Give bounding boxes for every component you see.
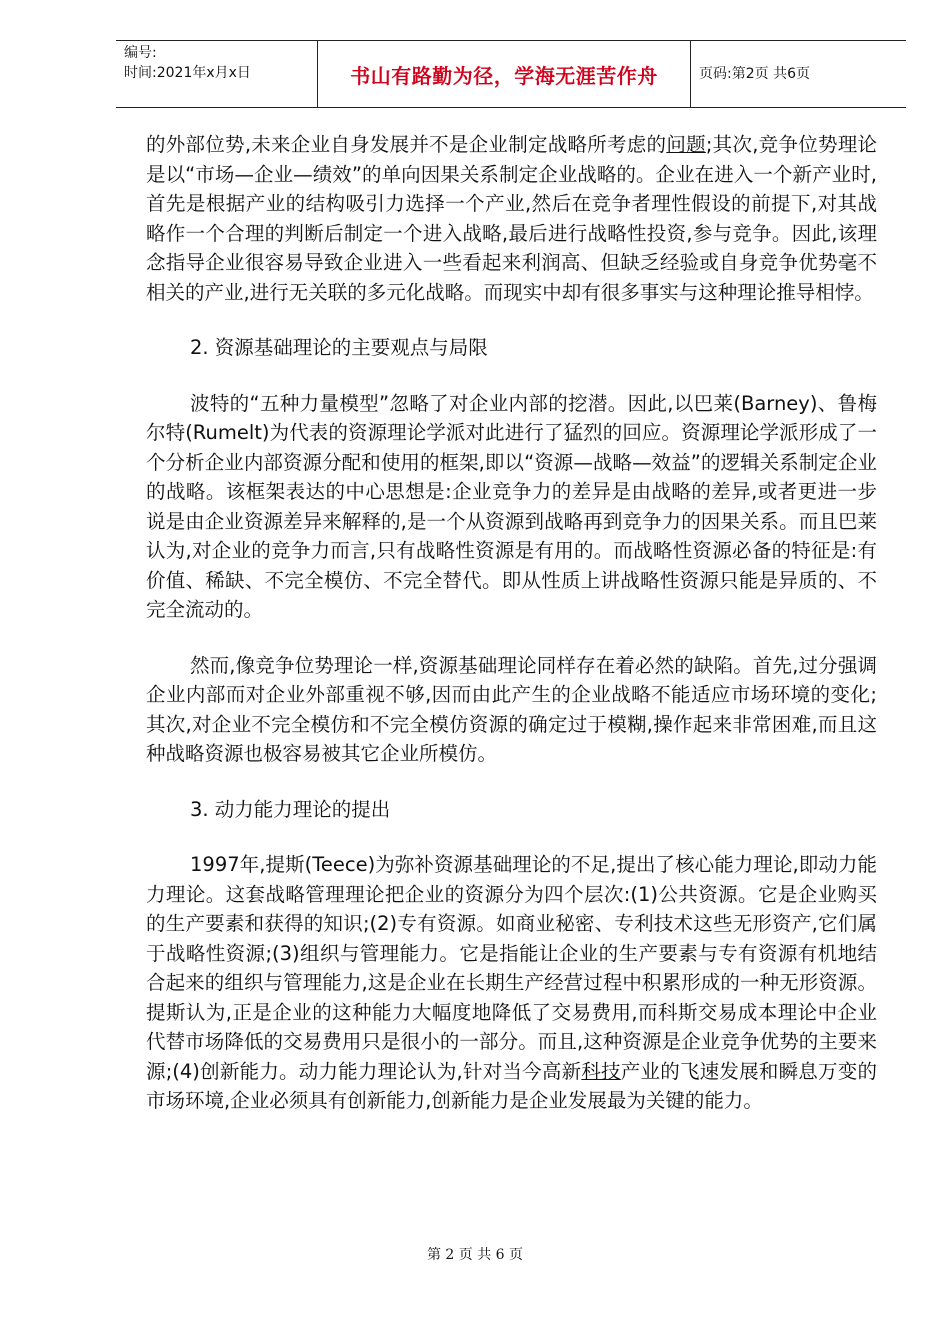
paragraph-4 <box>146 850 877 1116</box>
document-body <box>146 130 877 1116</box>
page-footer <box>0 1244 950 1264</box>
header-meta <box>116 41 317 107</box>
section-heading-2: 2. 资源基础理论的主要观点与局限 <box>190 336 488 359</box>
paragraph-3: 然而,像竞争位势理论一样,资源基础理论同样存在着必然的缺陷。首先,过分强调企业内部而对企业外部重视不够,因而由此产生的企业战略不能适应市场环境的变化;其次,对企业不完全模仿和不完全模仿资源的确定过于模糊,操作起来非常困难,而且这种战略资源也极容易被其它企业所模仿。 <box>146 653 877 765</box>
footer-page-number: 第 2 页 共 6 页 <box>426 1247 524 1263</box>
section-heading-3: 3. 动力能力理论的提出 <box>190 797 391 821</box>
header-page-number: 页码:第2页 共6页 <box>699 66 810 82</box>
paragraph-1-text-a: 的外部位势,未来企业自身发展并不是企业制定战略所考虑的 <box>146 133 667 156</box>
header-page-cell <box>691 41 906 107</box>
header-motto: 书山有路勤为径，学海无涯苦作舟 <box>350 63 658 88</box>
page-header <box>116 40 906 108</box>
document-time: 时间:2021年x月x日 <box>124 65 251 81</box>
paragraph-4-text-b: 产业的飞速发展和瞬息万变的市场环境,企业必须具有创新能力,创新能力是企业发展最为关键的能力。 <box>146 1059 877 1112</box>
link-wenti[interactable]: 问题 <box>666 133 706 156</box>
paragraph-1 <box>146 130 877 307</box>
header-motto-cell <box>317 41 691 107</box>
link-keji[interactable]: 科技 <box>581 1059 621 1083</box>
paragraph-1-text-b: ;其次,竞争位势理论是以“市场—企业—绩效”的单向因果关系制定企业战略的。企业在进入一个新产业时,首先是根据产业的结构吸引力选择一个产业,然后在竞争者理性假设的前提下,对其战略作一个合理的判断后制定一个进入战略,最后进行战略性投资,参与竞争。因此,该理念指导企业很容易导致企业进入一些看起来利润高、但缺乏经验或自身竞争优势毫不相关的产业,进行无关联的多元化战略。而现实中却有很多事实与这种理论推导相悖。 <box>146 133 877 304</box>
paragraph-2: 波特的“五种力量模型”忽略了对企业内部的挖潜。因此,以巴莱(Barney)、鲁梅尔特(Rumelt)为代表的资源理论学派对此进行了猛烈的回应。资源理论学派形成了一个分析企业内部资源分配和使用的框架,即以“资源—战略—效益”的逻辑关系制定企业的战略。该框架表达的中心思想是:企业竞争力的差异是由战略的差异,或者更进一步说是由企业资源差异来解释的,是一个从资源到战略再到竞争力的因果关系。而且巴莱认为,对企业的竞争力而言,只有战略性资源是有用的。而战略性资源必备的特征是:有价值、稀缺、不完全模仿、不完全替代。即从性质上讲战略性资源只能是异质的、不完全流动的。 <box>146 391 877 621</box>
paragraph-4-text-a: 1997年,提斯(Teece)为弥补资源基础理论的不足,提出了核心能力理论,即动力能力理论。这套战略管理理论把企业的资源分为四个层次:(1)公共资源。它是企业购买的生产要素和获得的知识;(2)专有资源。如商业秘密、专利技术这些无形资产,它们属于战略性资源;(3)组织与管理能力。它是指能让企业的生产要素与专有资源有机地结合起来的组织与管理能力,这是企业在长期生产经营过程中积累形成的一种无形资源。提斯认为,正是企业的这种能力大幅度地降低了交易费用,而科斯交易成本理论中企业代替市场降低的交易费用只是很小的一部分。而且,这种资源是企业竞争优势的主要来源;(4)创新能力。动力能力理论认为,针对当今高新 <box>146 853 877 1083</box>
document-number: 编号: <box>124 45 157 61</box>
